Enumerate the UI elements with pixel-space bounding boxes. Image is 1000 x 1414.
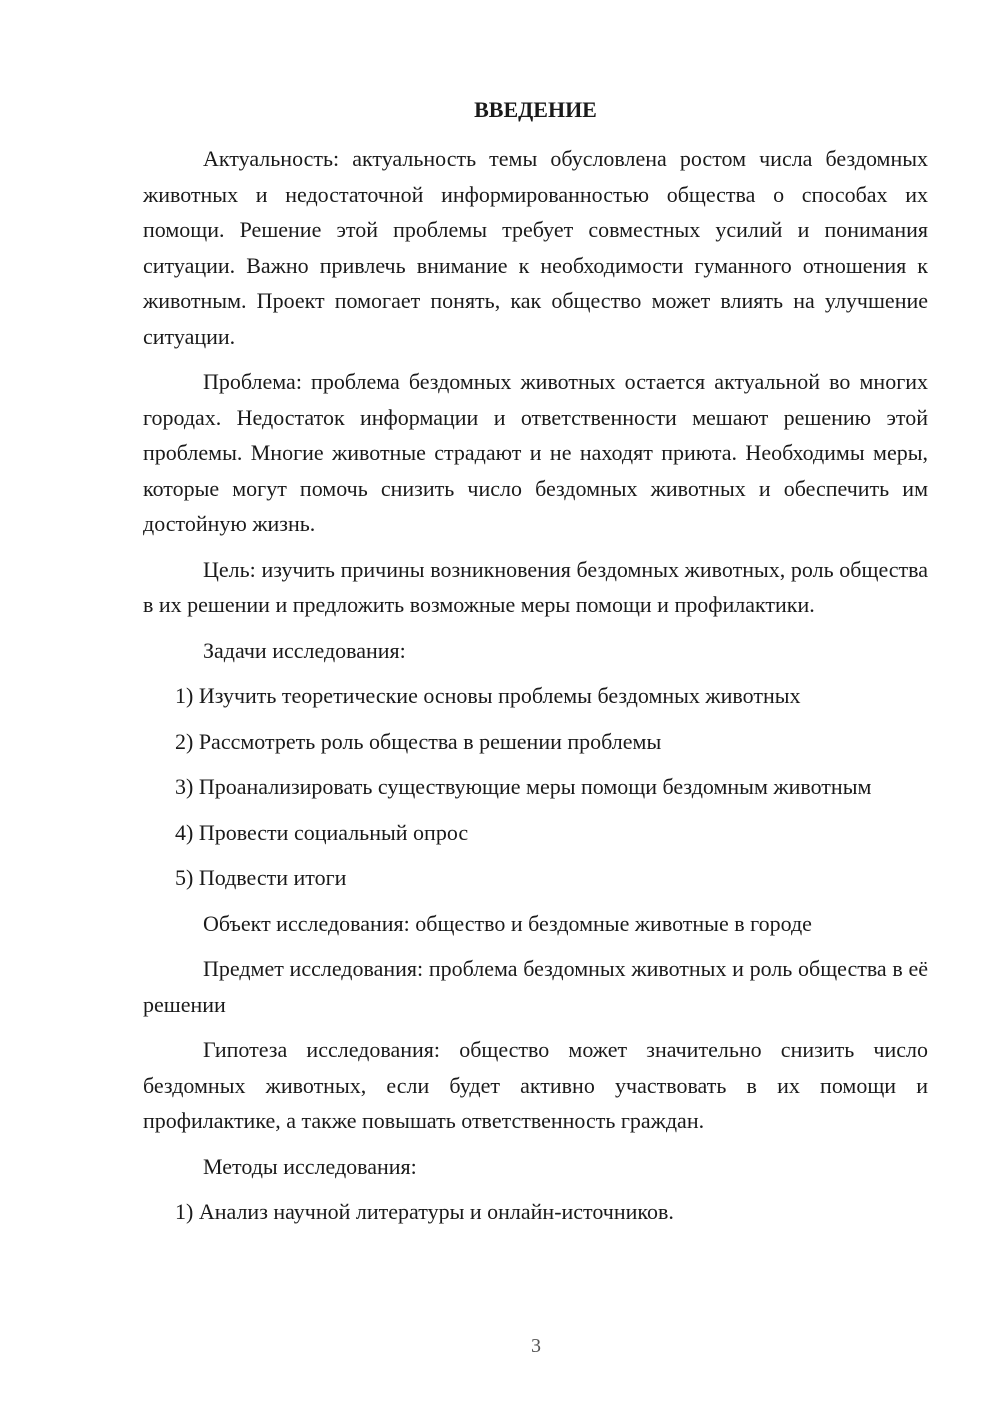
document-body <box>143 141 928 1240</box>
list-item-task-3: 3) Проанализировать существующие меры помощи бездомным животным <box>175 774 872 799</box>
list-item-task-1: 1) Изучить теоретические основы проблемы бездомных животных <box>175 683 801 708</box>
list-item-task-4: 4) Провести социальный опрос <box>175 819 469 845</box>
page-number: 3 <box>531 1335 541 1357</box>
list-item-method-1: 1) Анализ научной литературы и онлайн-источников. <box>175 1199 674 1224</box>
paragraph-object: Объект исследования: общество и бездомные животные в городе <box>203 910 812 936</box>
paragraph-methods-heading: Методы исследования: <box>203 1153 417 1179</box>
list-item-task-5: 5) Подвести итоги <box>175 865 347 890</box>
paragraph-subject: Предмет исследования: проблема бездомных животных и роль общества в её решении <box>143 956 928 1017</box>
paragraph-problem: Проблема: проблема бездомных животных остается актуальной во многих городах. Недостаток информации и ответственности мешают решению этой проблемы. Многие животные страдают и не находят приюта. Необходимы меры, которые могут помочь снизить число бездомных животных и обеспечить им достойную жизнь. <box>143 369 928 536</box>
paragraph-relevance: Актуальность: актуальность темы обусловлена ростом числа бездомных животных и недостаточной информированностью общества о способах их помощи. Решение этой проблемы требует совместных усилий и понимания ситуации. Важно привлечь внимание к необходимости гуманного отношения к животным. Проект помогает понять, как общество может влиять на улучшение ситуации. <box>143 146 928 349</box>
list-item-task-2: 2) Рассмотреть роль общества в решении проблемы <box>175 728 662 754</box>
paragraph-goal: Цель: изучить причины возникновения бездомных животных, роль общества в их решении и предложить возможные меры помощи и профилактики. <box>143 556 928 617</box>
page-title: ВВЕДЕНИЕ <box>474 97 597 122</box>
paragraph-hypothesis: Гипотеза исследования: общество может значительно снизить число бездомных животных, если будет активно участвовать в их помощи и профилактике, а также повышать ответственность граждан. <box>143 1037 928 1133</box>
paragraph-tasks-heading: Задачи исследования: <box>203 637 406 663</box>
